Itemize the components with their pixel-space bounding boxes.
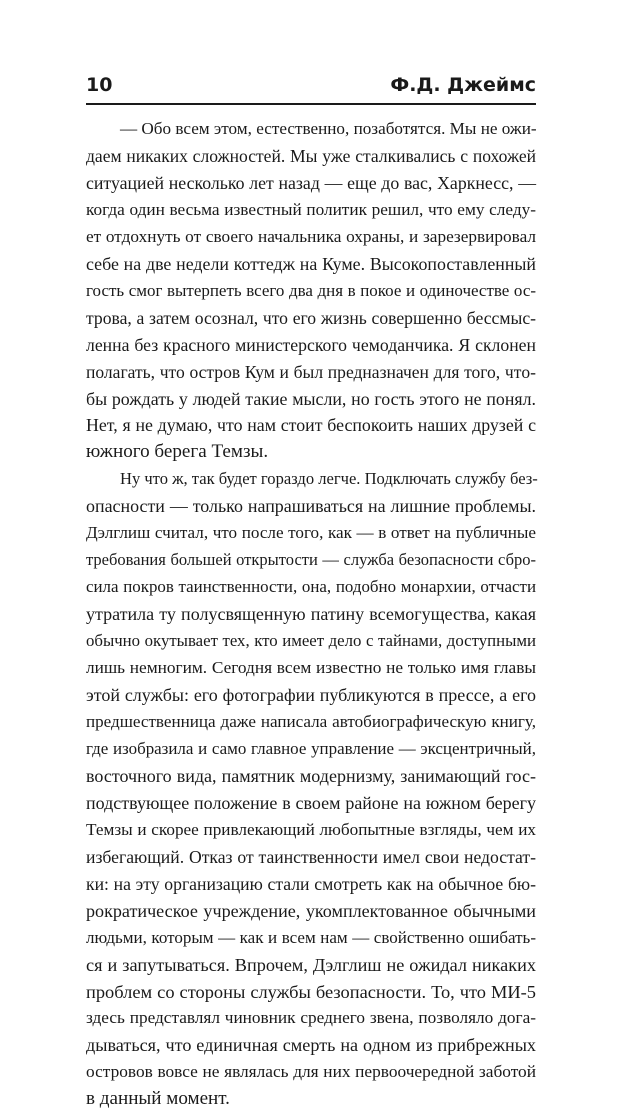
text-line: когда один весьма известный политик решил, что ему следу- [86, 199, 536, 219]
text-line: Дэлглиш считал, что после того, как — в ответ на публичные [86, 523, 536, 543]
text-line: лишь немногим. Сегодня всем известно не только имя главы [86, 658, 536, 678]
text-line: избегающий. Отказ от таинственности имел свои недостат- [86, 846, 536, 867]
text-line: даем никаких сложностей. Мы уже сталкивались с похожей [86, 145, 536, 166]
body-text [86, 116, 536, 1113]
text-line: в данный момент. [86, 1088, 230, 1110]
text-line: ки: на эту организацию стали смотреть как на обычное бю- [86, 873, 536, 894]
text-line: обычно окутывает тех, кто имеет дело с тайнами, доступными [86, 631, 536, 651]
text-line: где изобразила и само главное управление — эксцентричный, [86, 738, 536, 758]
text-line: ет отдохнуть от своего начальника охраны, и зарезервировал [86, 226, 536, 246]
text-line: рократическое учреждение, укомплектованное обычными [86, 900, 536, 921]
text-line: островов вовсе не являлась для них первоочередной заботой [86, 1062, 536, 1082]
text-line: трова, а затем осознал, что его жизнь совершенно бессмыс- [86, 307, 536, 328]
text-line: бы рождать у людей такие мысли, но гость этого не понял. [86, 388, 536, 409]
text-line: предшественница даже написала автобиографическую книгу, [86, 711, 536, 731]
page-number: 10 [86, 74, 113, 96]
text-line: подствующее положение в своем районе на южном берегу [86, 792, 536, 813]
text-line: Ну что ж, так будет гораздо легче. Подключать службу без- [120, 469, 538, 489]
text-line: требования большей открытости — служба безопасности сбро- [86, 550, 536, 570]
text-line: полагать, что остров Кум и был предназначен для того, чтo- [86, 361, 536, 382]
text-line: людьми, которым — как и всем нам — свойственно ошибать- [86, 927, 536, 947]
text-line: восточного вида, памятник модернизму, занимающий гос- [86, 765, 536, 786]
author-title: Ф.Д. Джеймс [390, 74, 536, 96]
text-line: утратила ту полусвященную патину всемогущества, какая [86, 604, 536, 625]
text-line: здесь представлял чиновник среднего звена, позволяло дога- [86, 1008, 536, 1028]
text-line: — Обо всем этом, естественно, позаботятся. Мы не ожи- [120, 119, 537, 138]
paragraph-1 [86, 116, 536, 466]
paragraph-2 [86, 466, 536, 1113]
text-line: Нет, я не думаю, что нам стоит беспокоить наших друзей с [86, 415, 536, 436]
text-line: проблем со стороны службы безопасности. То, что МИ-5 [86, 981, 536, 1002]
text-line: ленна без красного министерского чемоданчика. Я склонен [86, 334, 536, 355]
text-line: ся и запутываться. Впрочем, Дэлглиш не ожидал никаких [86, 954, 536, 975]
text-line: гость смог вытерпеть всего два дня в покое и одиночестве ос- [86, 280, 536, 300]
text-line: Темзы и скорее привлекающий любопытные взгляды, чем их [86, 819, 536, 839]
text-line: сила покров таинственности, она, подобно монархии, отчасти [86, 577, 536, 597]
header-rule [86, 103, 536, 105]
text-line: ситуацией несколько лет назад — еще до вас, Харкнесс, — [86, 172, 536, 193]
text-line: южного берега Темзы. [86, 441, 269, 463]
text-line: дываться, что единичная смерть на одном из прибрежных [86, 1035, 536, 1056]
text-line: опасности — только напрашиваться на лишние проблемы. [86, 496, 536, 517]
running-head [86, 72, 536, 100]
text-line: себе на две недели коттедж на Куме. Высокопоставленный [86, 253, 536, 274]
text-line: этой службы: его фотографии публикуются в прессе, а его [86, 685, 536, 706]
